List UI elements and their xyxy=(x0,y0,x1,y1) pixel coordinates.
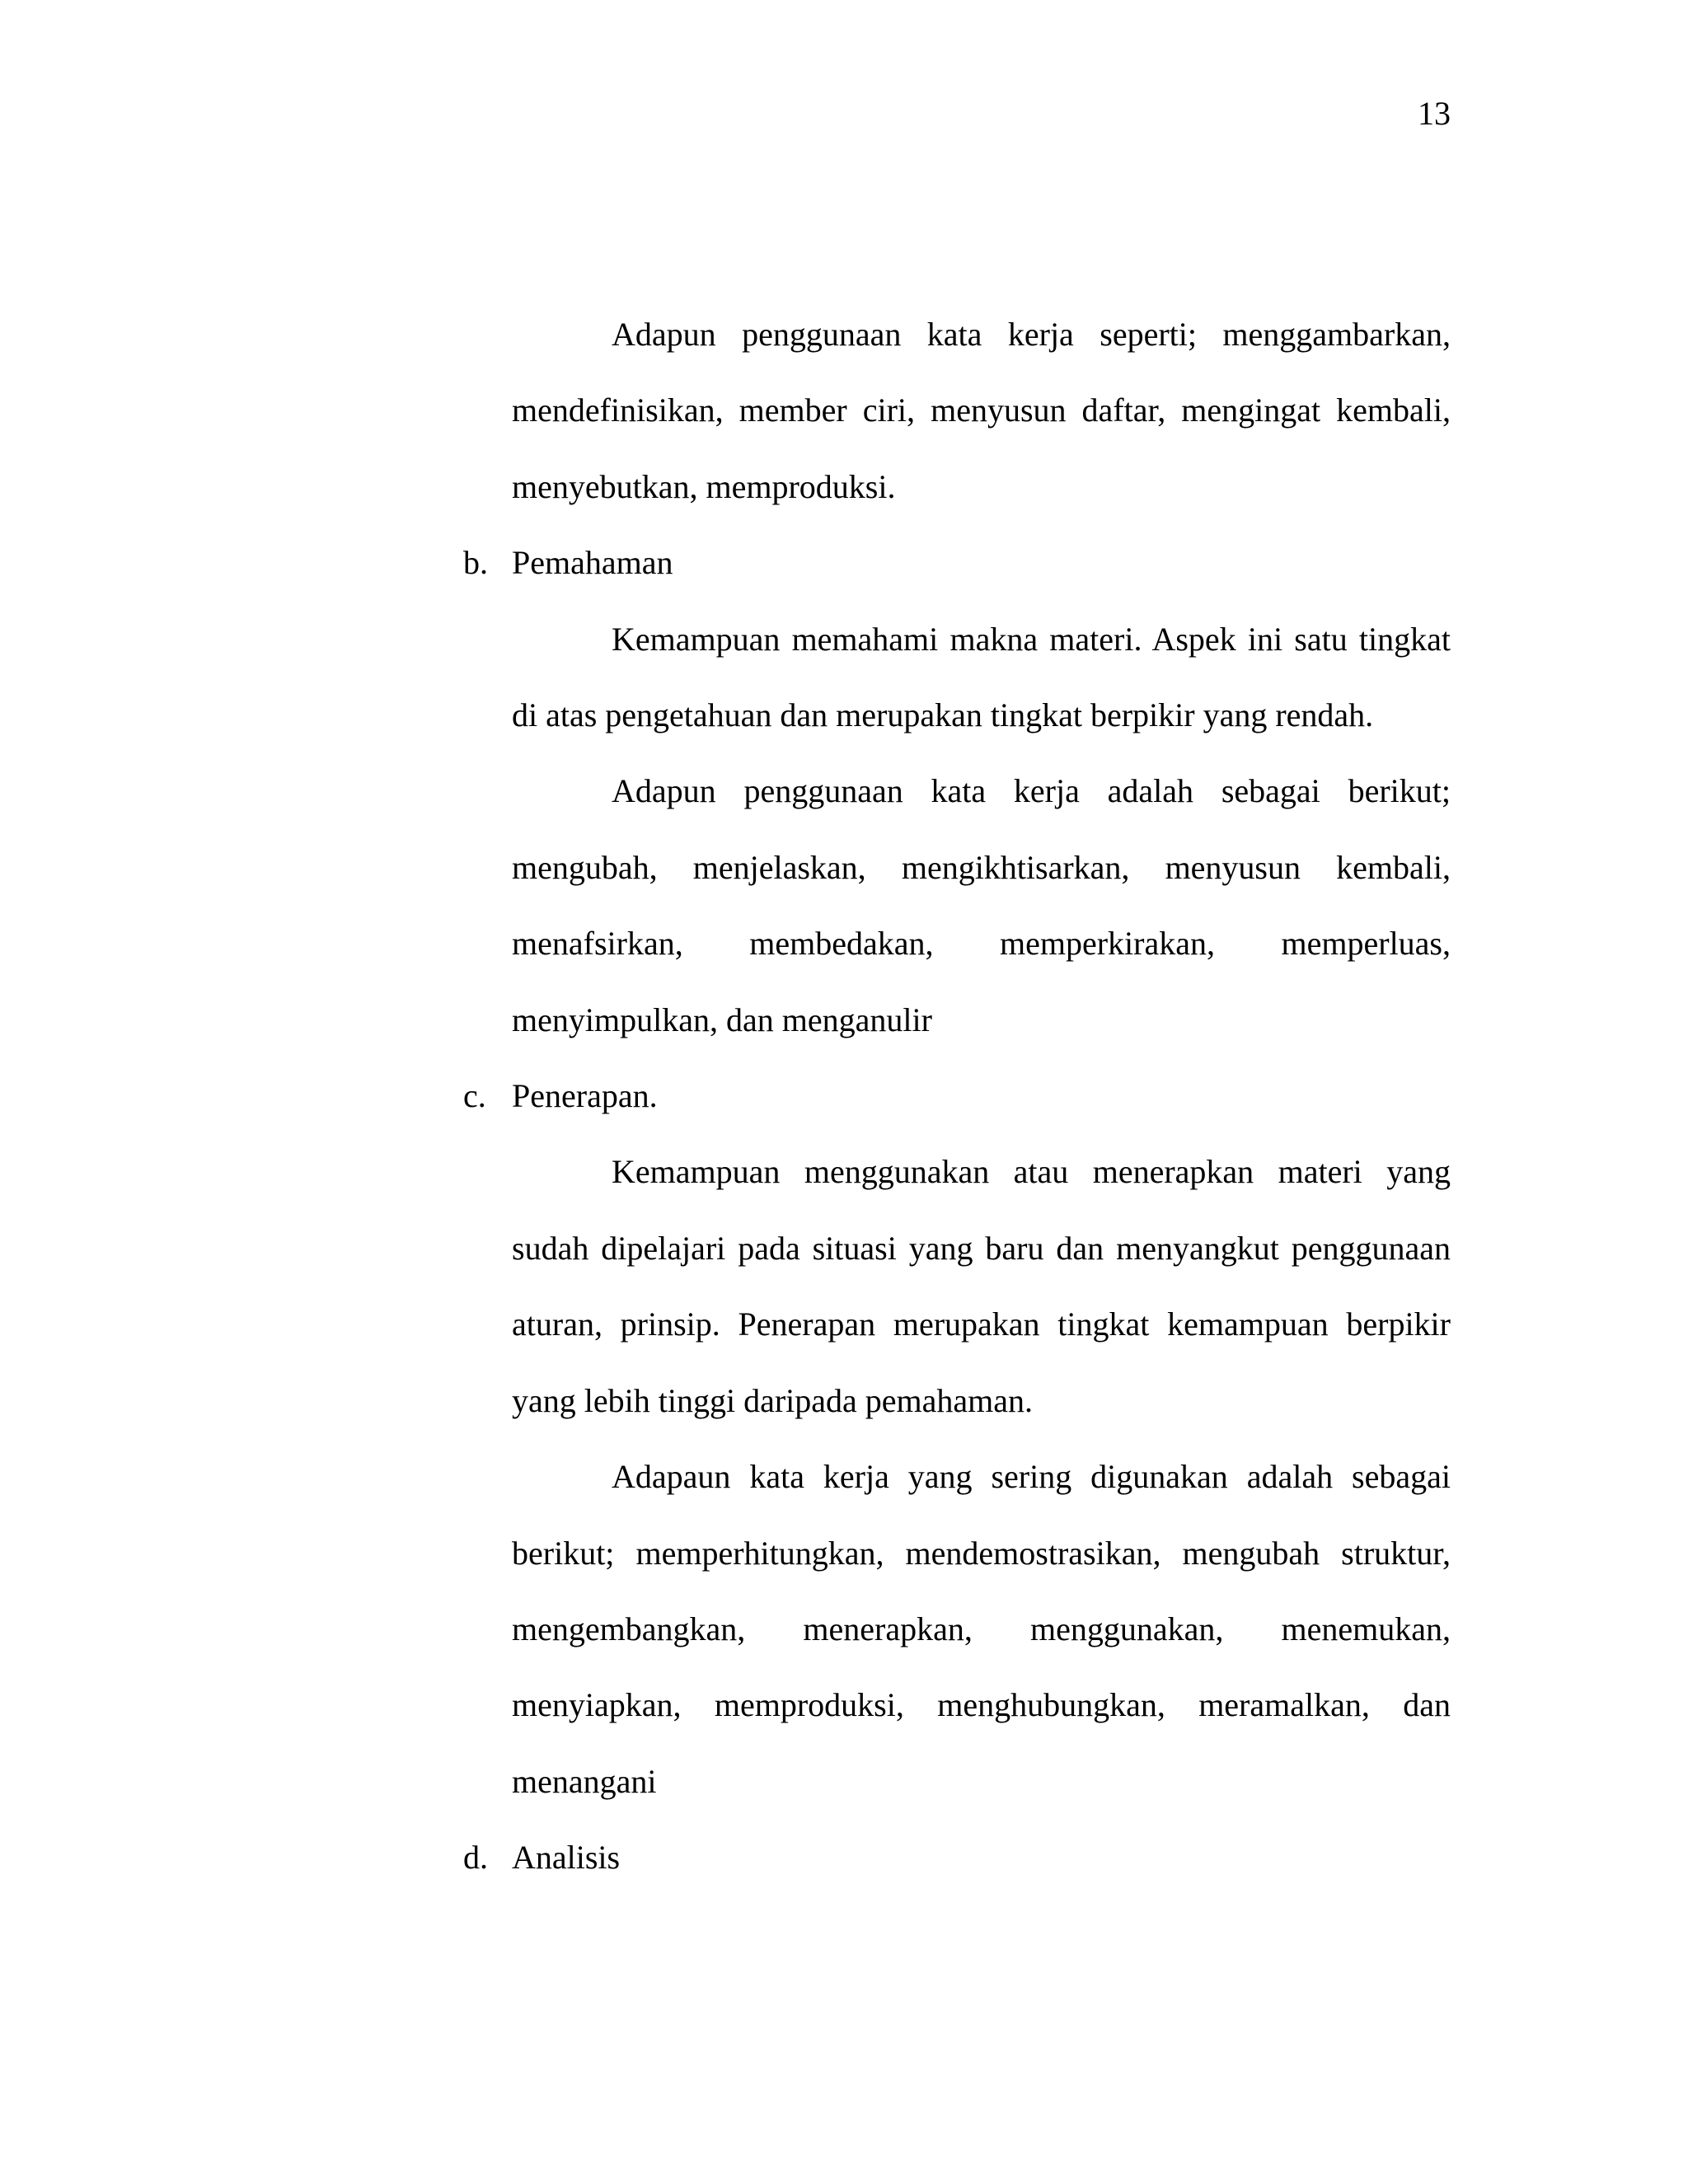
text-line: Kemampuan memahami makna materi. Aspek ini satu tingkat xyxy=(612,621,1451,658)
page-number: 13 xyxy=(1418,95,1451,132)
list-label: d. xyxy=(463,1839,488,1876)
text-line: menyimpulkan, dan menganulir xyxy=(512,1001,932,1038)
text-line: aturan, prinsip. Penerapan merupakan tingkat kemampuan berpikir xyxy=(512,1305,1451,1343)
text-line: menangani xyxy=(512,1763,657,1800)
section-title: Analisis xyxy=(512,1839,621,1876)
list-label: b. xyxy=(463,544,488,581)
text-line: Adapun penggunaan kata kerja seperti; menggambarkan, xyxy=(612,316,1451,353)
text-line: berikut; memperhitungkan, mendemostrasikan, mengubah struktur, xyxy=(512,1535,1451,1572)
section-title: Penerapan. xyxy=(512,1077,658,1114)
text-line: sudah dipelajari pada situasi yang baru dan menyangkut penggunaan xyxy=(512,1230,1451,1267)
text-line: di atas pengetahuan dan merupakan tingkat berpikir yang rendah. xyxy=(512,696,1374,733)
text-line: Kemampuan menggunakan atau menerapkan materi yang xyxy=(612,1153,1451,1190)
text-line: mendefinisikan, member ciri, menyusun daftar, mengingat kembali, xyxy=(512,391,1451,429)
text-line: Adapaun kata kerja yang sering digunakan adalah sebagai xyxy=(612,1458,1451,1495)
text-line: menyebutkan, memproduksi. xyxy=(512,468,896,505)
section-title: Pemahaman xyxy=(512,544,673,581)
text-line: menafsirkan, membedakan, memperkirakan, memperluas, xyxy=(512,925,1451,962)
text-line: mengembangkan, menerapkan, menggunakan, menemukan, xyxy=(512,1610,1451,1647)
text-line: Adapun penggunaan kata kerja adalah sebagai berikut; xyxy=(612,772,1451,809)
list-label: c. xyxy=(463,1077,486,1114)
text-line: menyiapkan, memproduksi, menghubungkan, meramalkan, dan xyxy=(512,1686,1451,1723)
text-line: yang lebih tinggi daripada pemahaman. xyxy=(512,1382,1034,1419)
text-line: mengubah, menjelaskan, mengikhtisarkan, menyusun kembali, xyxy=(512,849,1451,886)
